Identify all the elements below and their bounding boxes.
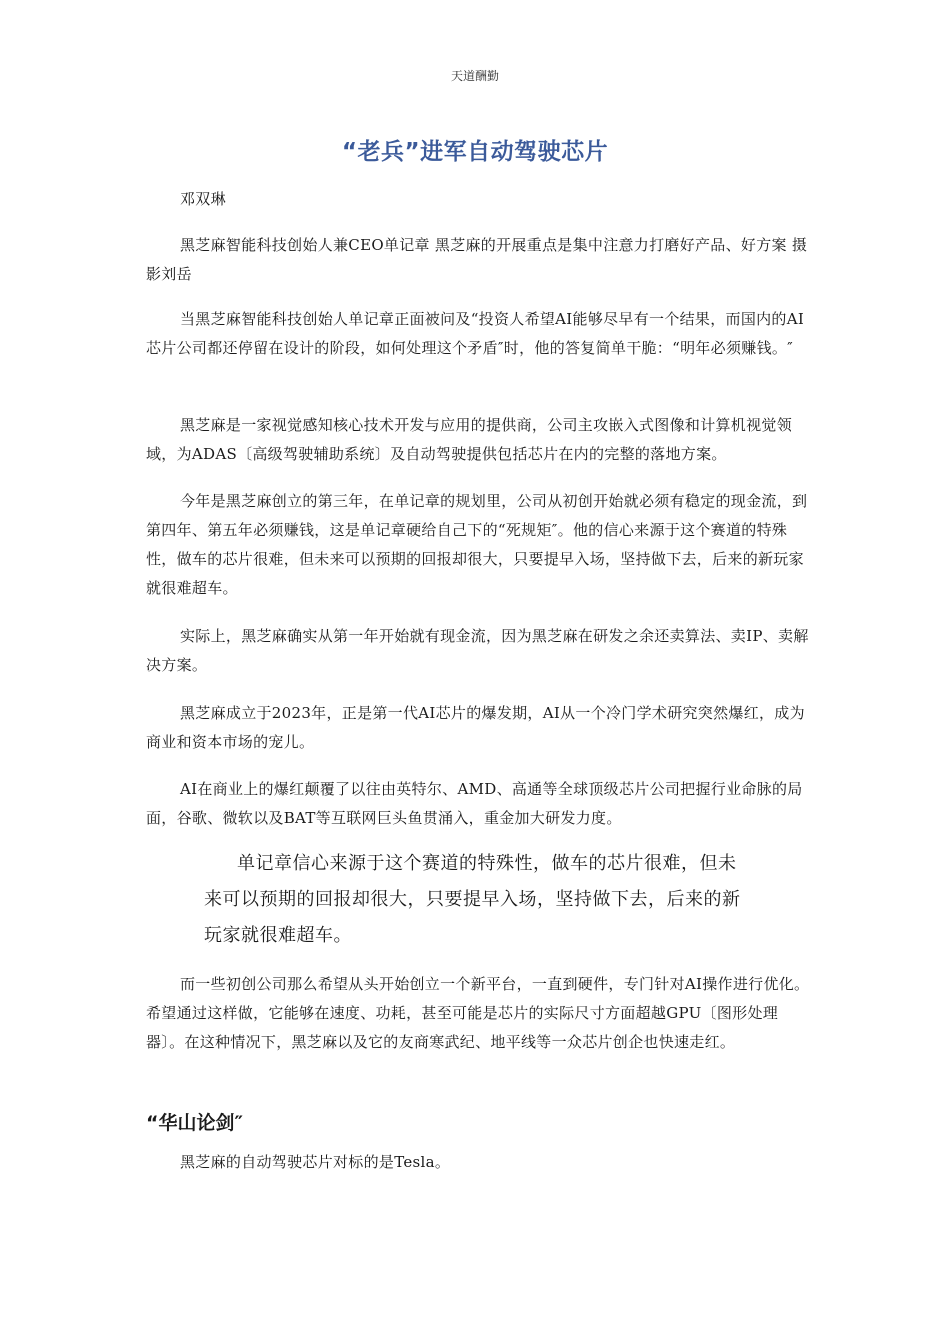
author-name: 邓双琳 — [180, 190, 226, 208]
paragraph-text: 而一些初创公司那么希望从头开始创立一个新平台，一直到硬件，专门针对AI操作进行优化。希望通过这样做，它能够在速度、功耗，甚至可能是芯片的实际尺寸方面超越GPU〔图形处理器〕。在这种情况下，黑芝麻以及它的友商寒武纪、地平线等一众芯片创企也快速走红。 — [146, 975, 810, 1051]
pull-quote: 单记章信心来源于这个赛道的特殊性，做车的芯片很难，但未来可以预期的回报却很大，只要提早入场，坚持做下去，后来的新玩家就很难超车。 — [204, 853, 741, 946]
paragraph-7 — [146, 775, 816, 833]
paragraph-1 — [146, 231, 816, 289]
article-title: “老兵”进军自动驾驶芯片 — [341, 139, 609, 165]
paragraph-5 — [146, 622, 816, 680]
paragraph-text: 当黑芝麻智能科技创始人单记章正面被问及“投资人希望AI能够尽早有一个结果，而国内的AI芯片公司都还停留在设计的阶段，如何处理这个矛盾″时，他的答复简单干脆：“明年必须赚钱。″ — [146, 310, 805, 357]
section-heading: “华山论剑″ — [146, 1112, 243, 1134]
paragraph-text: 黑芝麻成立于2023年，正是第一代AI芯片的爆发期，AI从一个冷门学术研究突然爆红，成为商业和资本市场的宠儿。 — [146, 704, 805, 751]
paragraph-text: 今年是黑芝麻创立的第三年，在单记章的规划里，公司从初创开始就必须有稳定的现金流，到第四年、第五年必须赚钱，这是单记章硬给自己下的“死规矩″。他的信心来源于这个赛道的特殊性，做车的芯片很难，但未来可以预期的回报却很大，只要提早入场，坚持做下去，后来的新玩家就很难超车。 — [146, 492, 808, 597]
paragraph-text: 黑芝麻的自动驾驶芯片对标的是Tesla。 — [180, 1153, 451, 1171]
paragraph-3 — [146, 411, 816, 469]
paragraph-text: 黑芝麻智能科技创始人兼CEO单记章 黑芝麻的开展重点是集中注意力打磨好产品、好方案 摄影刘岳 — [146, 236, 808, 283]
paragraph-9 — [146, 1148, 816, 1177]
paragraph-6 — [146, 699, 816, 757]
paragraph-text: 实际上，黑芝麻确实从第一年开始就有现金流，因为黑芝麻在研发之余还卖算法、卖IP、卖解决方案。 — [146, 627, 809, 674]
paragraph-text: AI在商业上的爆红颠覆了以往由英特尔、AMD、高通等全球顶级芯片公司把握行业命脉的局面，谷歌、微软以及BAT等互联网巨头鱼贯涌入，重金加大研发力度。 — [146, 780, 803, 827]
paragraph-4 — [146, 487, 816, 603]
paragraph-8 — [146, 970, 816, 1057]
paragraph-2 — [146, 305, 816, 363]
author-line — [146, 185, 816, 214]
paragraph-text: 黑芝麻是一家视觉感知核心技术开发与应用的提供商，公司主攻嵌入式图像和计算机视觉领域，为ADAS〔高级驾驶辅助系统〕及自动驾驶提供包括芯片在内的完整的落地方案。 — [146, 416, 793, 463]
page-header: 天道酬勤 — [450, 69, 499, 83]
